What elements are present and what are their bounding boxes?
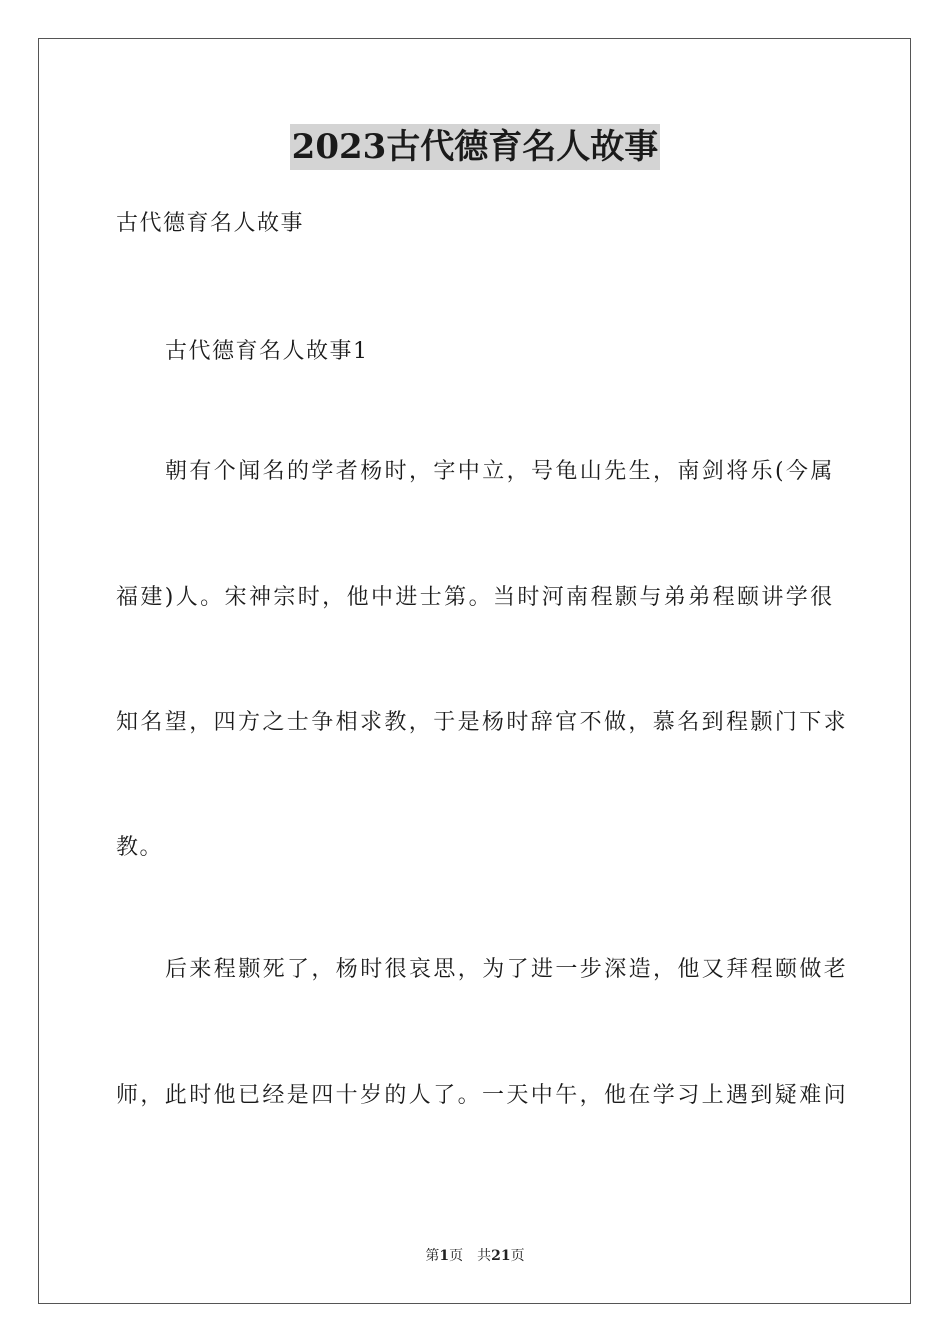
footer-page-number: 1	[439, 1248, 450, 1264]
footer-total-pages: 21	[491, 1248, 511, 1264]
paragraph-line: 教。	[116, 835, 164, 860]
document-title: 2023古代德育名人故事	[290, 124, 661, 170]
paragraph-line: 后来程颢死了，杨时很哀思，为了进一步深造，他又拜程颐做老	[165, 957, 849, 982]
footer-total-prefix: 共	[477, 1248, 492, 1264]
paragraph-line: 师，此时他已经是四十岁的人了。一天中午，他在学习上遇到疑难问	[116, 1083, 849, 1108]
footer-page-suffix: 页	[449, 1248, 464, 1264]
section-heading: 古代德育名人故事1	[165, 339, 369, 364]
paragraph-line: 福建)人。宋神宗时，他中进士第。当时河南程颢与弟弟程颐讲学很	[116, 585, 835, 610]
footer-page-prefix: 第	[425, 1248, 440, 1264]
paragraph-line: 朝有个闻名的学者杨时，字中立，号龟山先生，南剑将乐(今属	[165, 459, 835, 484]
paragraph-line: 知名望，四方之士争相求教，于是杨时辞官不做，慕名到程颢门下求	[116, 710, 849, 735]
title-container	[0, 124, 950, 170]
page-footer	[0, 1246, 950, 1266]
document-subtitle: 古代德育名人故事	[116, 211, 305, 236]
footer-total-suffix: 页	[510, 1248, 525, 1264]
